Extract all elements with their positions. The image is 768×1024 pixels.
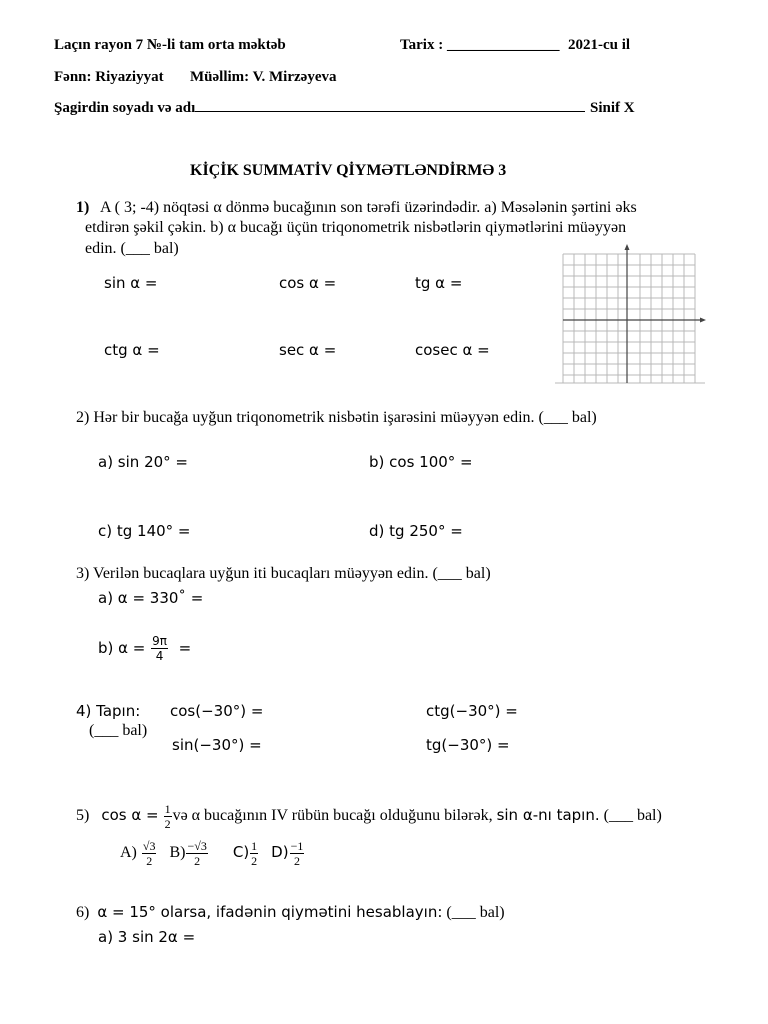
q4-label: 4) Tapın:	[76, 702, 141, 720]
q6-number: 6)	[76, 904, 90, 921]
q5-fraction-numerator: 1	[164, 802, 171, 816]
q1-sin: sin α =	[104, 274, 158, 292]
q3-b-denominator: 4	[155, 649, 164, 663]
q6-points: (___ bal)	[446, 904, 505, 921]
q5-option-a-label: A)	[120, 844, 137, 862]
q5-points: (___ bal)	[603, 807, 662, 825]
q5-option-d-label: D)	[271, 843, 289, 862]
q5-text-end: sin α-nı tapın.	[496, 806, 600, 825]
x-axis-arrow-icon	[700, 318, 706, 323]
q3-b-fraction	[151, 635, 168, 662]
q3-b-suffix: =	[178, 639, 192, 657]
q5-option-c-den: 2	[251, 854, 258, 868]
grade-label: Sinif X	[590, 100, 635, 116]
q1-text-line3: edin. (___ bal)	[85, 240, 179, 257]
q5-option-b-fraction	[186, 840, 207, 867]
q2-a: a) sin 20° =	[98, 453, 188, 471]
q4-points: (___ bal)	[89, 722, 148, 739]
q5-fraction	[164, 803, 172, 830]
coordinate-grid	[555, 244, 710, 386]
q5-number: 5)	[76, 807, 90, 825]
q5-option-a-fraction	[142, 840, 157, 867]
student-name-text: Şagirdin soyadı və adı	[54, 100, 196, 116]
q5-option-b-label: B)	[169, 844, 186, 862]
q5-line	[76, 803, 662, 830]
q1-cos: cos α =	[279, 274, 337, 292]
student-name-line	[195, 111, 585, 112]
q3-b-numerator: 9π	[152, 634, 168, 648]
q2-b: b) cos 100° =	[369, 453, 473, 471]
q3-text: 3) Verilən bucaqlara uyğun iti bucaqları müəyyən edin. (___ bal)	[76, 565, 491, 582]
year-label: 2021-cu il	[568, 37, 631, 53]
q5-option-c-num: 1	[251, 839, 258, 853]
q1-tg: tg α =	[415, 274, 463, 292]
q3-b-prefix: b) α =	[98, 639, 146, 657]
q2-text: 2) Hər bir bucağa uyğun triqonometrik nisbətin işarəsini müəyyən edin. (___ bal)	[76, 409, 597, 426]
q4-cos: cos(−30°) =	[170, 702, 264, 720]
q5-options	[120, 840, 305, 867]
q5-option-c-fraction	[250, 840, 258, 867]
school-name: Laçın rayon 7 №-li tam orta məktəb	[54, 37, 286, 53]
student-name-label	[54, 100, 585, 117]
q5-option-b-den: 2	[194, 854, 201, 868]
q4-ctg: ctg(−30°) =	[426, 702, 518, 720]
q6-line	[76, 903, 505, 922]
page-title: KİÇİK SUMMATİV QİYMƏTLƏNDİRMƏ 3	[190, 162, 507, 179]
q5-option-c-label: C)	[232, 843, 250, 862]
q5-option-d-num: −1	[290, 839, 304, 853]
teacher-label: Müəllim: V. Mirzəyeva	[190, 69, 337, 85]
q2-c: c) tg 140° =	[98, 522, 191, 540]
date-label: Tarix : _______________	[400, 37, 560, 53]
q5-option-a-den: 2	[146, 854, 153, 868]
q3-a: a) α = 330˚ =	[98, 589, 204, 607]
subject-label: Fənn: Riyaziyyat	[54, 69, 164, 85]
q4-tg: tg(−30°) =	[426, 736, 510, 754]
q1-text-line2: etdirən şəkil çəkin. b) α bucağı üçün triqonometrik nisbətlərin qiymətlərini müəyyən	[85, 219, 627, 236]
q3-b	[98, 635, 191, 662]
q1-text-line1: A ( 3; -4) nöqtəsi α dönmə bucağının son tərəfi üzərindədir. a) Məsələnin şərtini əks	[100, 199, 637, 216]
q5-cos-prefix: cos α =	[101, 806, 159, 825]
q1-number: 1)	[76, 199, 90, 216]
q4-sin: sin(−30°) =	[172, 736, 262, 754]
q6-a: a) 3 sin 2α =	[98, 928, 196, 946]
q1-cosec: cosec α =	[415, 341, 490, 359]
q5-fraction-denominator: 2	[164, 817, 171, 831]
q6-text: α = 15° olarsa, ifadənin qiymətini hesablayın:	[97, 903, 443, 921]
y-axis-arrow-icon	[625, 244, 630, 250]
q5-option-a-num: √3	[142, 839, 156, 853]
q5-option-b-num: −√3	[187, 839, 207, 853]
q5-option-d-den: 2	[293, 854, 300, 868]
q2-d: d) tg 250° =	[369, 522, 463, 540]
q5-text-mid: və α bucağının IV rübün bucağı olduğunu bilərək,	[172, 807, 497, 825]
q5-option-d-fraction	[290, 840, 305, 867]
q1-sec: sec α =	[279, 341, 337, 359]
q1-ctg: ctg α =	[104, 341, 160, 359]
